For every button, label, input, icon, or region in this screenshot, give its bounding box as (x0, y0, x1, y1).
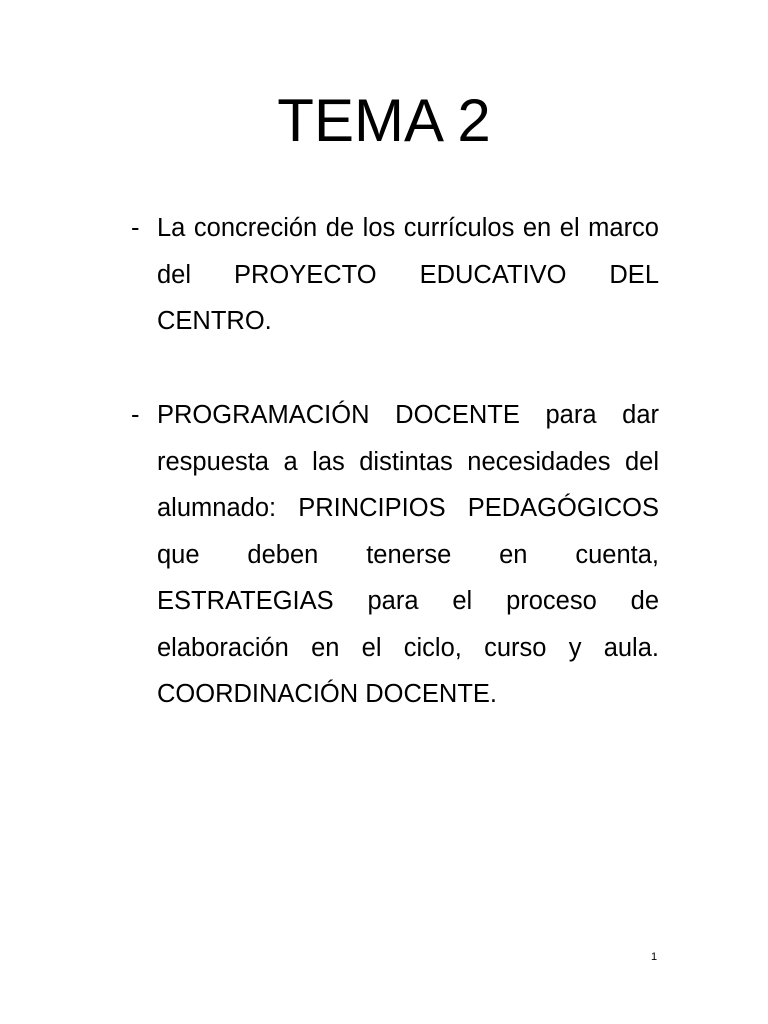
page-number: 1 (651, 951, 658, 963)
list-item-text: La concreción de los currículos en el marco del PROYECTO EDUCATIVO DEL CENTRO. (157, 214, 659, 335)
list-item (131, 392, 659, 718)
list-bullet: - (131, 401, 140, 429)
page-title: TEMA 2 (277, 87, 491, 154)
list-bullet: - (131, 214, 140, 242)
list-item (131, 205, 659, 345)
list-item-text: PROGRAMACIÓN DOCENTE para dar respuesta a las distintas necesidades del alumnado: PRINCIPIOS PEDAGÓGICOS que deben tenerse en cuenta, ESTRATEGIAS para el proceso de elaboración en el ciclo, curso y aula. COORDINACIÓN DOCENTE. (157, 401, 659, 708)
